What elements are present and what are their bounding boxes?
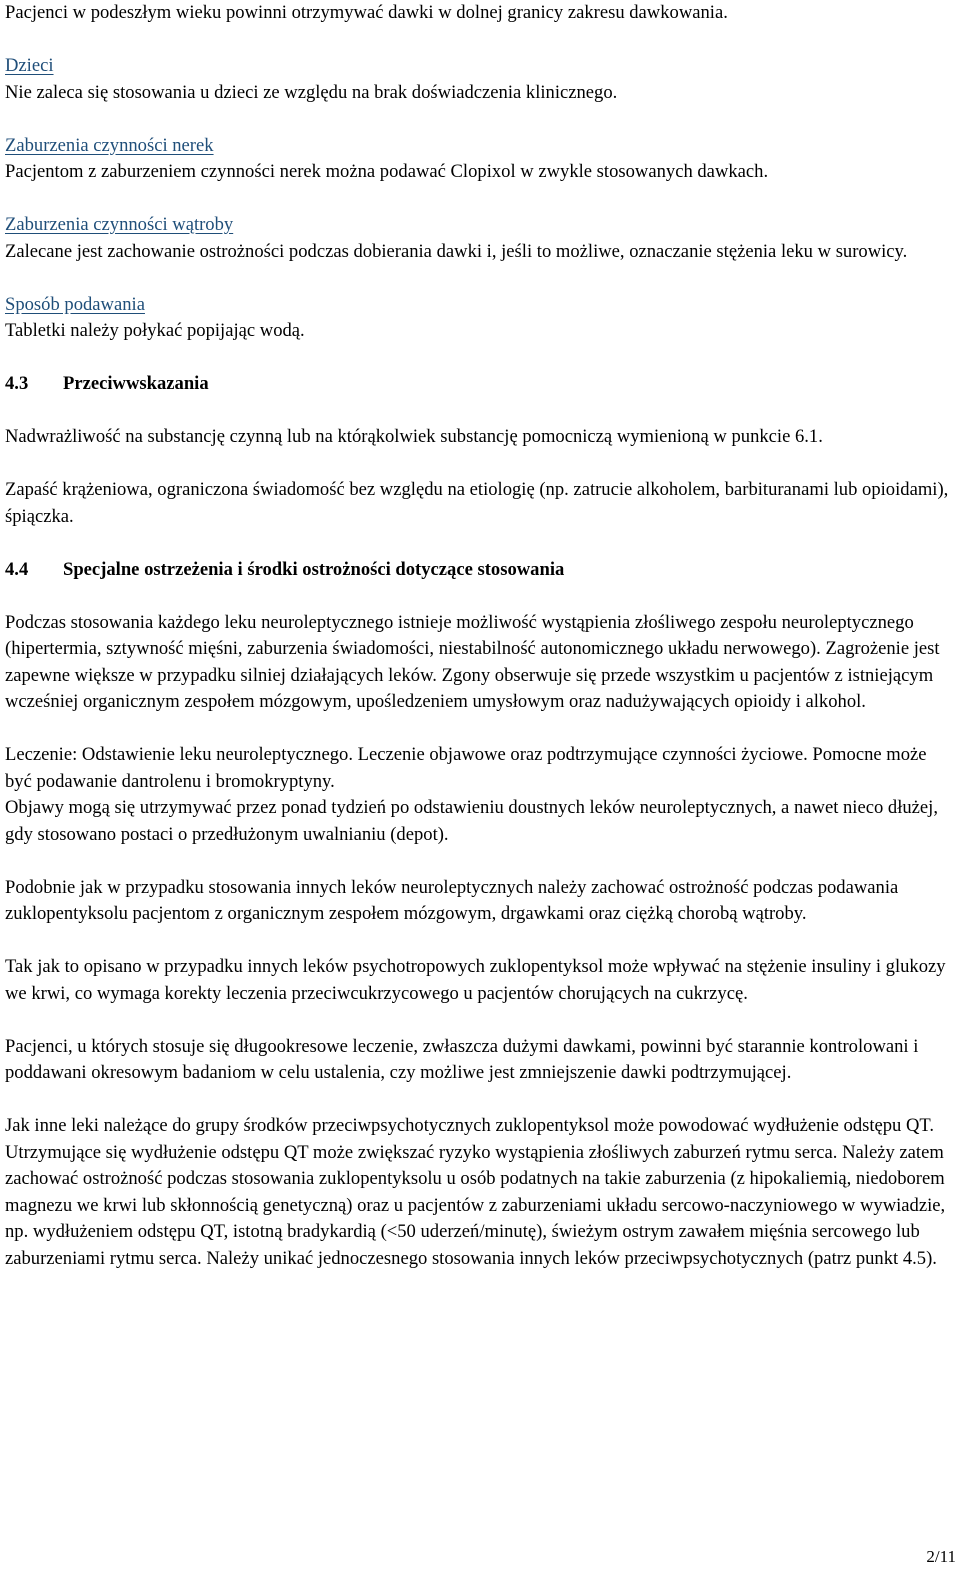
paragraph-nms: Podczas stosowania każdego leku neuroleptycznego istnieje możliwość wystąpienia złośliwego zespołu neuroleptycznego (hipertermia, sztywność mięśni, zaburzenia świadomości, niestabilność autonomicznego układu nerwowego). Zagrożenie jest zapewne większe w przypadku silniej działających leków. Zgony obserwuje się przede wszystkim u pacjentów z istniejącym wcześniej organicznym zespołem mózgowym, upośledzeniem umysłowym oraz nadużywających opioidy i alkohol. xyxy=(5,611,940,712)
paragraph-renal: Pacjentom z zaburzeniem czynności nerek można podawać Clopixol w zwykle stosowanych dawkach. xyxy=(5,161,769,182)
section-number: 4.4 xyxy=(5,558,29,580)
paragraph-glucose: Tak jak to opisano w przypadku innych leków psychotropowych zuklopentyksol może wpływać na stężenie insuliny i glukozy we krwi, co wymaga korekty leczenia przeciwcukrzycowego u pacjentów chorujących na cukrzycę. xyxy=(5,956,946,1004)
paragraph-qt: Jak inne leki należące do grupy środków przeciwpsychotycznych zuklopentyksol może powodować wydłużenie odstępu QT. Utrzymujące się wydłużenie odstępu QT może zwiększać ryzyko wystąpienia złośliwych zaburzeń rytmu serca. Należy zatem zachować ostrożność podczas stosowania zuklopentyksolu u osób podatnych na takie zaburzenia (z hipokaliemią, niedoborem magnezu we krwi lub skłonnością genetyczną) oraz u pacjentów z zaburzeniami układu sercowo-naczyniowego w wywiadzie, np. wydłużeniem odstępu QT, istotną bradykardią (<50 uderzeń/minutę), świeżym ostrym zawałem mięśnia sercowego lub zaburzeniami rytmu serca. Należy unikać jednoczesnego stosowania innych leków przeciwpsychotycznych (patrz punkt 4.5). xyxy=(5,1115,946,1269)
section-number: 4.3 xyxy=(5,373,29,394)
subheading-administration: Sposób podawania xyxy=(5,293,145,315)
paragraph-contraindication-1: Nadwrażliwość na substancję czynną lub na którąkolwiek substancję pomocniczą wymienioną w punkcie 6.1. xyxy=(5,426,823,447)
paragraph-elderly: Pacjenci w podeszłym wieku powinni otrzymywać dawki w dolnej granicy zakresu dawkowania. xyxy=(5,2,728,23)
document-page xyxy=(5,0,955,1272)
section-heading-4-3 xyxy=(5,371,955,398)
paragraph-contraindication-2: Zapaść krążeniowa, ograniczona świadomość bez względu na etiologię (np. zatrucie alkoholem, barbituranami lub opioidami), śpiączka. xyxy=(5,479,949,527)
paragraph-caution: Podobnie jak w przypadku stosowania innych leków neuroleptycznych należy zachować ostrożność podczas podawania zuklopentyksolu pacjentom z organicznym zespołem mózgowym, drgawkami oraz ciężką chorobą wątroby. xyxy=(5,876,899,924)
subheading-hepatic: Zaburzenia czynności wątroby xyxy=(5,214,234,235)
paragraph-treatment: Leczenie: Odstawienie leku neuroleptycznego. Leczenie objawowe oraz podtrzymujące czynności życiowe. Pomocne może być podawanie dantrolenu i bromokryptyny. xyxy=(5,744,927,792)
paragraph-children: Nie zaleca się stosowania u dzieci ze względu na brak doświadczenia klinicznego. xyxy=(5,81,618,103)
section-title: Specjalne ostrzeżenia i środki ostrożności dotyczące stosowania xyxy=(63,558,565,580)
paragraph-long-term: Pacjenci, u których stosuje się długookresowe leczenie, zwłaszcza dużymi dawkami, powinni być starannie kontrolowani i poddawani okresowym badaniom w celu ustalenia, czy możliwe jest zmniejszenie dawki podtrzymującej. xyxy=(5,1035,919,1083)
subheading-children: Dzieci xyxy=(5,55,54,76)
subheading-renal: Zaburzenia czynności nerek xyxy=(5,134,214,156)
section-heading-4-4 xyxy=(5,557,955,584)
section-title: Przeciwwskazania xyxy=(63,373,209,394)
paragraph-administration: Tabletki należy połykać popijając wodą. xyxy=(5,320,305,341)
page-number: 2/11 xyxy=(926,1547,956,1566)
paragraph-hepatic: Zalecane jest zachowanie ostrożności podczas dobierania dawki i, jeśli to możliwe, oznaczanie stężenia leku w surowicy. xyxy=(5,240,908,262)
paragraph-symptoms-duration: Objawy mogą się utrzymywać przez ponad tydzień po odstawieniu doustnych leków neuroleptycznych, a nawet nieco dłużej, gdy stosowano postaci o przedłużonym uwalnianiu (depot). xyxy=(5,797,939,845)
